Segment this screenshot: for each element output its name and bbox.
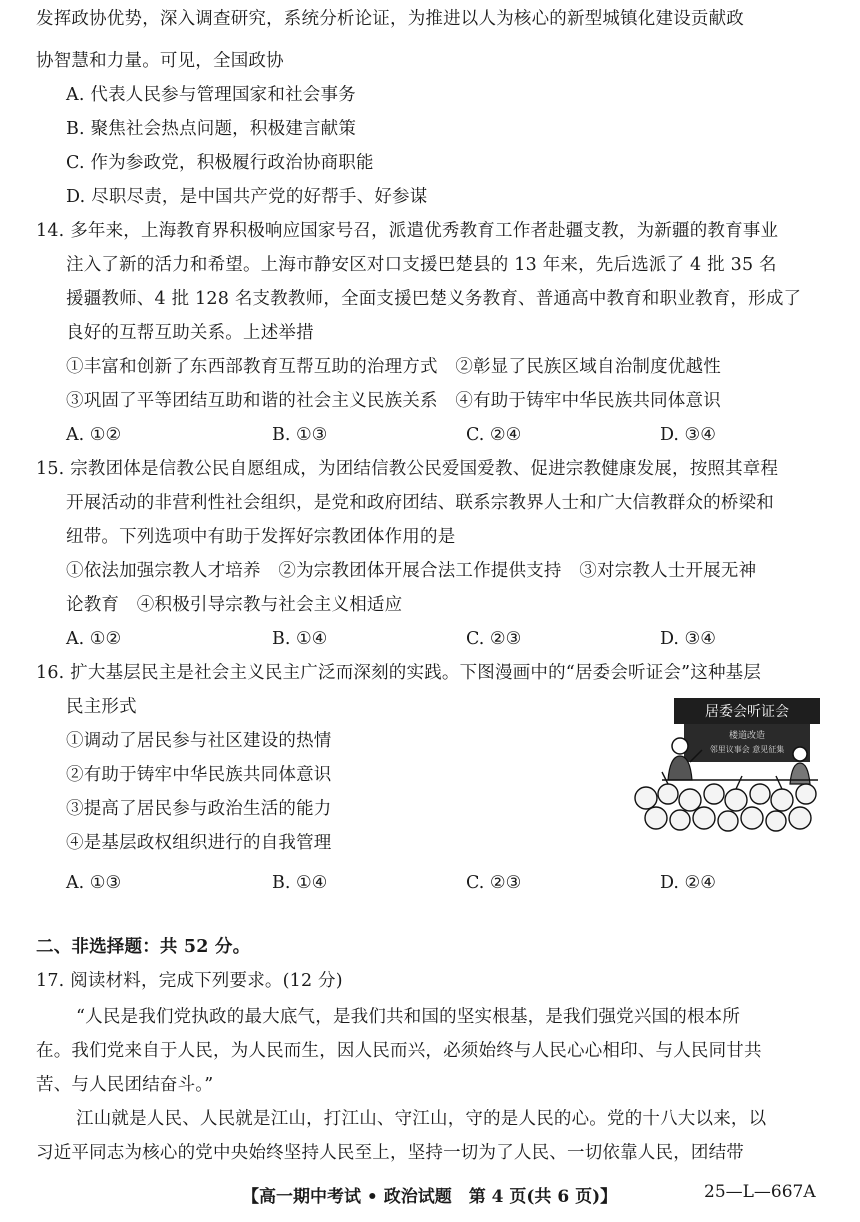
q16-statement-1: ①调动了居民参与社区建设的热情 [66,731,332,751]
q17-material-line: 习近平同志为核心的党中央始终坚持人民至上，坚持一切为了人民、一切依靠人民，团结带 [36,1143,744,1163]
q15-choice-c: C. ②③ [466,629,522,649]
q17-material-line: 江山就是人民、人民就是江山，打江山、守江山，守的是人民的心。党的十八大以来，以 [76,1109,767,1129]
q13-option-a: A. 代表人民参与管理国家和社会事务 [66,85,356,105]
q14-stem-line: 援疆教师、4 批 128 名支教教师，全面支援巴楚义务教育、普通高中教育和职业教育，形成了 [66,289,802,309]
page-footer [0,1176,860,1216]
q17-material-line: 在。我们党来自于人民，为人民而生，因人民而兴，必须始终与人民心心相印、与人民同甘共 [36,1041,762,1061]
q15-stem-line: 纽带。下列选项中有助于发挥好宗教团体作用的是 [66,527,456,547]
section-heading: 二、非选择题：共 52 分。 [36,937,251,957]
q15-statements: 论教育 ④积极引导宗教与社会主义相适应 [66,595,403,615]
q14-statements: ①丰富和创新了东西部教育互帮互助的治理方式 ②彰显了民族区域自治制度优越性 [66,357,721,377]
cartoon-title: 居委会听证会 [705,704,789,720]
q16-choice-b: B. ①④ [272,873,328,893]
q14-choice-d: D. ③④ [660,425,716,445]
q16-statement-4: ④是基层政权组织进行的自我管理 [66,833,332,853]
q15-stem-line: 开展活动的非营利性社会组织，是党和政府团结、联系宗教界人士和广大信教群众的桥梁和 [66,493,774,513]
q14-stem-line: 良好的互帮互助关系。上述举措 [66,323,314,343]
q16-statement-3: ③提高了居民参与政治生活的能力 [66,799,332,819]
q14-choice-b: B. ①③ [272,425,328,445]
q16-choice-a: A. ①③ [66,873,122,893]
q15-choice-d: D. ③④ [660,629,716,649]
q13-option-c: C. 作为参政党，积极履行政治协商职能 [66,153,374,173]
q14-statements: ③巩固了平等团结互助和谐的社会主义民族关系 ④有助于铸牢中华民族共同体意识 [66,391,721,411]
q15-statements: ①依法加强宗教人才培养 ②为宗教团体开展合法工作提供支持 ③对宗教人士开展无神 [66,561,757,581]
q17-material-line: 苦、与人民团结奋斗。” [36,1075,214,1095]
q17-material-line: “人民是我们党执政的最大底气，是我们共和国的坚实根基，是我们强党兴国的根本所 [76,1007,741,1027]
q17-stem: 17. 阅读材料，完成下列要求。(12 分) [36,971,343,991]
cartoon-notice-board [684,724,810,762]
cartoon-board-line: 邻里议事会 意见征集 [709,745,785,754]
q15-choice-b: B. ①④ [272,629,328,649]
q13-option-d: D. 尽职尽责，是中国共产党的好帮手、好参谋 [66,187,428,207]
q13-option-b: B. 聚焦社会热点问题，积极建言献策 [66,119,357,139]
q16-choice-c: C. ②③ [466,873,522,893]
q16-statement-2: ②有助于铸牢中华民族共同体意识 [66,765,332,785]
cartoon-board-line: 楼道改造 [728,731,766,741]
q16-stem-line: 民主形式 [66,697,137,717]
q15-choice-a: A. ①② [66,629,122,649]
q14-stem-line: 14. 多年来，上海教育界积极响应国家号召，派遣优秀教育工作者赴疆支教，为新疆的教育事业 [36,221,779,241]
q14-stem-line: 注入了新的活力和希望。上海市静安区对口支援巴楚县的 13 年来，先后选派了 4 批 35 名 [66,255,777,275]
footer-page-info: 【高一期中考试 • 政治试题 第 4 页(共 6 页)】 [242,1187,618,1207]
q16-stem-line: 16. 扩大基层民主是社会主义民主广泛而深刻的实践。下图漫画中的“居委会听证会”这种基层 [36,663,762,683]
footer-exam-code: 25—L—667A [704,1182,816,1202]
q16-choice-d: D. ②④ [660,873,716,893]
q14-choice-c: C. ②④ [466,425,522,445]
hearing-cartoon [632,694,824,834]
q15-stem-line: 15. 宗教团体是信教公民自愿组成，为团结信教公民爱国爱教、促进宗教健康发展，按照其章程 [36,459,779,479]
q14-choice-a: A. ①② [66,425,122,445]
q13-stem-line: 协智慧和力量。可见，全国政协 [36,51,284,71]
q13-stem-line: 发挥政协优势，深入调查研究，系统分析论证，为推进以人为核心的新型城镇化建设贡献政 [36,9,744,29]
